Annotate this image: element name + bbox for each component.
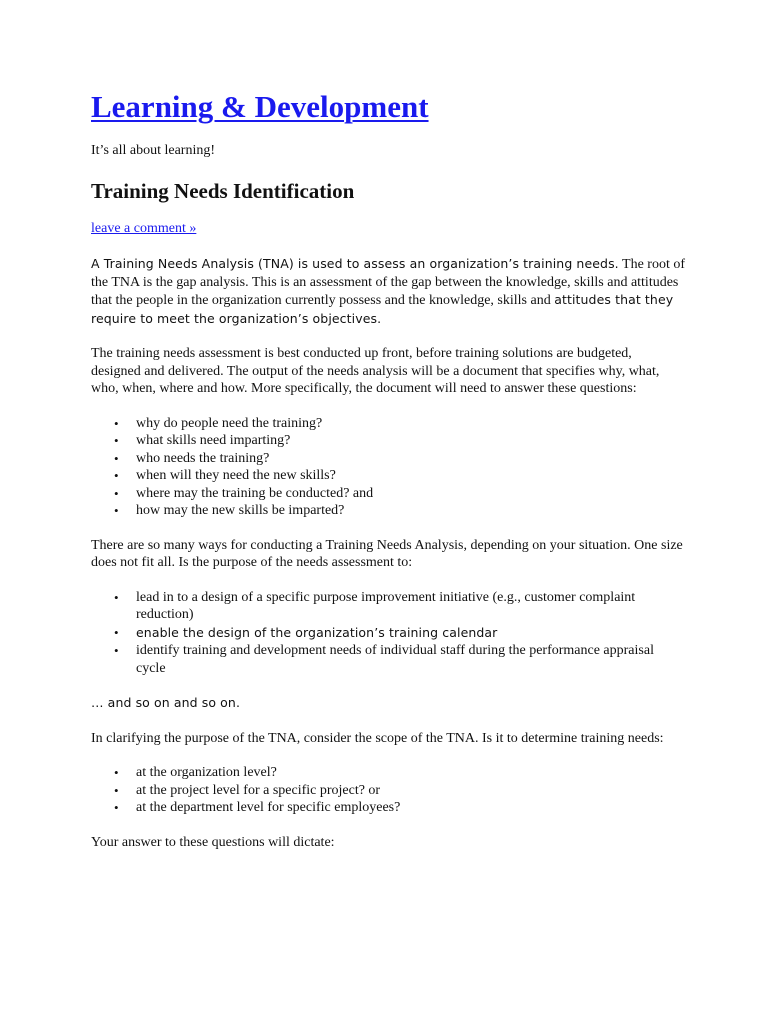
bullet-icon: • [114,485,119,501]
list-item [91,799,685,817]
bullet-icon: • [114,433,119,448]
paragraph-ways: There are so many ways for conducting a Training Needs Analysis, depending on your situation. One size does not fit all. Is the purpose of the needs assessment to: [91,537,683,570]
list-item [91,589,685,624]
bullet-icon: • [114,450,119,466]
leave-comment-link[interactable]: leave a comment » [91,221,197,236]
list-item-text: when will they need the new skills? [136,468,336,483]
list-item-text: lead in to a design of a specific purpose improvement initiative (e.g., customer complaint reduction) [136,589,636,622]
ellipsis-text: … [91,695,104,710]
list-item-text: where may the training be conducted? and [136,485,374,501]
paragraph-intro-part-c: attitudes that they require to meet the organization’s objectives. [91,292,674,326]
bullet-icon: • [114,800,119,815]
list-item [91,467,685,485]
bullet-icon: • [114,589,119,605]
paragraph-intro [91,255,685,328]
paragraph-answer: Your answer to these questions will dictate: [91,834,335,850]
list-item-text: what skills need imparting? [136,433,291,448]
list-item [91,450,685,468]
purposes-list [91,589,685,678]
paragraph-assessment: The training needs assessment is best conducted up front, before training solutions are budgeted, designed and delivered. The output of the needs analysis will be a document that specifies why, what, who, when, where and how. More specifically, the document will need to answer these questions: [91,346,660,396]
bullet-icon: • [114,415,119,431]
list-item [91,432,685,450]
list-item-text: why do people need the training? [136,415,323,431]
list-item [91,764,685,782]
and-so-on-text: and so on and so on. [103,695,241,710]
paragraph-intro-part-a: A Training Needs Analysis (TNA) is used to assess an organization’s training needs. [91,256,619,271]
questions-list [91,415,685,520]
list-item-text: enable the design of the organization’s training calendar [136,624,498,640]
site-title-link[interactable]: Learning & Development [91,89,429,124]
bullet-icon: • [114,468,119,483]
paragraph-scope: In clarifying the purpose of the TNA, consider the scope of the TNA. Is it to determine training needs: [91,730,664,746]
bullet-icon: • [114,643,119,658]
list-item [91,502,685,520]
list-item [91,415,685,433]
list-item [91,642,685,677]
list-item-text: at the department level for specific employees? [136,800,401,815]
list-item-text: who needs the training? [136,450,270,466]
list-item-text: how may the new skills be imparted? [136,503,345,518]
bullet-icon: • [114,782,119,798]
site-title [91,88,429,126]
list-item-text: at the organization level? [136,765,277,780]
post-title: Training Needs Identification [91,179,355,203]
bullet-icon: • [114,765,119,780]
site-tagline: It’s all about learning! [91,143,216,158]
bullet-icon: • [114,624,119,640]
post-body [91,255,685,851]
scope-list [91,764,685,817]
list-item-text: at the project level for a specific project? or [136,782,381,798]
bullet-icon: • [114,503,119,518]
list-item [91,782,685,800]
paragraph-and-so-on [91,694,685,713]
list-item [91,485,685,503]
paragraph-intro-part-b: The root of the TNA is the gap analysis. This is an assessment of the gap between the knowledge, skills and attitudes that the people in the organization currently possess and the knowledge, skills and [91,257,685,308]
comment-link-container [91,220,196,238]
list-item-text: identify training and development needs of individual staff during the performance appraisal cycle [136,643,654,676]
list-item [91,624,685,643]
